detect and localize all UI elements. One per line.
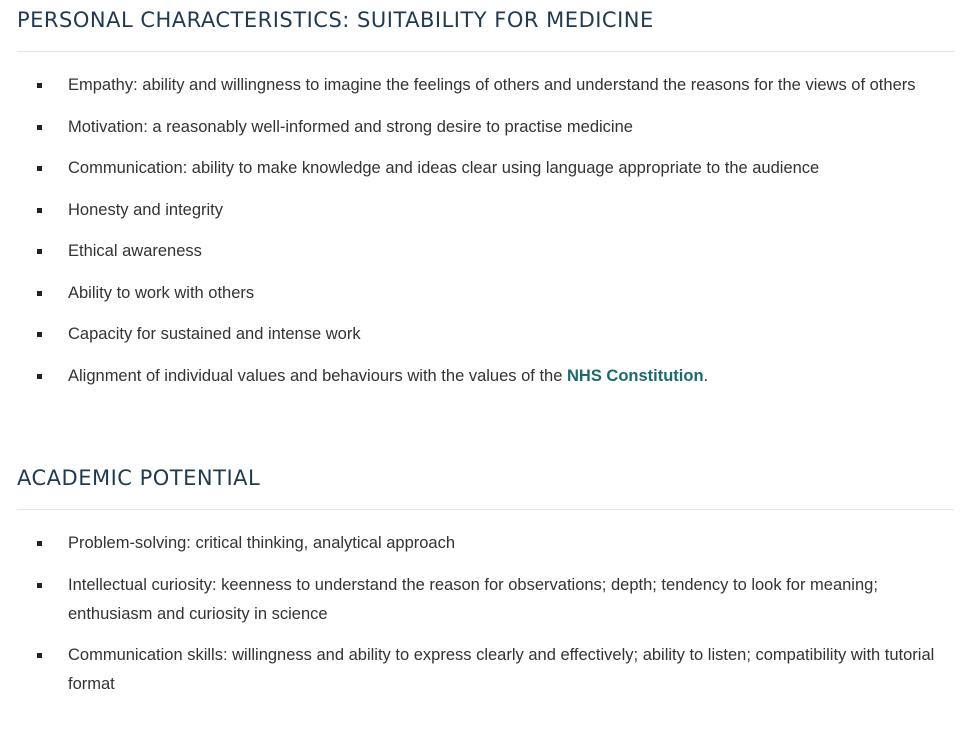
list-item-text: Ability to work with others <box>68 283 255 302</box>
list-item <box>0 641 971 699</box>
bullet-icon <box>37 208 42 213</box>
list-item <box>0 279 971 308</box>
list-item-text: Communication: ability to make knowledge and ideas clear using language appropriate to the audience <box>68 159 820 177</box>
bullet-icon <box>37 332 42 337</box>
list-item-text: Communication skills: willingness and ability to express clearly and effectively; ability to listen; compatibility with tutorial format <box>68 646 935 693</box>
bullet-icon <box>37 374 42 379</box>
list-item-text: Motivation: a reasonably well-informed and strong desire to practise medicine <box>68 117 633 136</box>
list-item <box>0 113 971 142</box>
list-item <box>0 71 971 100</box>
bullet-icon <box>37 166 42 171</box>
list-item <box>0 320 971 349</box>
list-item-text: Capacity for sustained and intense work <box>68 325 361 343</box>
bullet-icon <box>37 291 42 296</box>
list-item-text: Empathy: ability and willingness to imagine the feelings of others and understand the reasons for the views of others <box>68 76 916 94</box>
list-item <box>0 196 971 225</box>
bullet-icon <box>37 83 42 88</box>
section-title-academic: ACADEMIC POTENTIAL <box>17 466 261 490</box>
bullet-icon <box>37 583 42 588</box>
section-divider <box>17 509 954 510</box>
bullet-icon <box>37 125 42 130</box>
list-item <box>0 237 971 266</box>
bullet-icon <box>37 249 42 254</box>
list-item <box>0 154 971 183</box>
academic-potential-section <box>0 464 971 699</box>
section-divider <box>17 51 954 52</box>
list-item <box>0 529 971 558</box>
list-item-text: Ethical awareness <box>68 242 202 260</box>
section-title-personal: PERSONAL CHARACTERISTICS: SUITABILITY FOR MEDICINE <box>17 8 654 32</box>
list-item-text: Alignment of individual values and behaviours with the values of the <box>68 366 567 385</box>
list-item-text: Problem-solving: critical thinking, analytical approach <box>68 534 456 552</box>
list-item-text: Honesty and integrity <box>68 200 224 219</box>
personal-characteristics-list <box>0 71 971 391</box>
list-item <box>0 571 971 629</box>
list-item-suffix: . <box>703 366 709 385</box>
nhs-constitution-link[interactable]: NHS Constitution <box>566 366 704 385</box>
academic-potential-list <box>0 529 971 699</box>
bullet-icon <box>37 541 42 546</box>
personal-characteristics-section <box>0 6 971 391</box>
bullet-icon <box>37 653 42 658</box>
list-item-text: Intellectual curiosity: keenness to understand the reason for observations; depth; tendency to look for meaning; enthusiasm and curiosity in science <box>68 575 878 623</box>
list-item <box>0 362 971 391</box>
